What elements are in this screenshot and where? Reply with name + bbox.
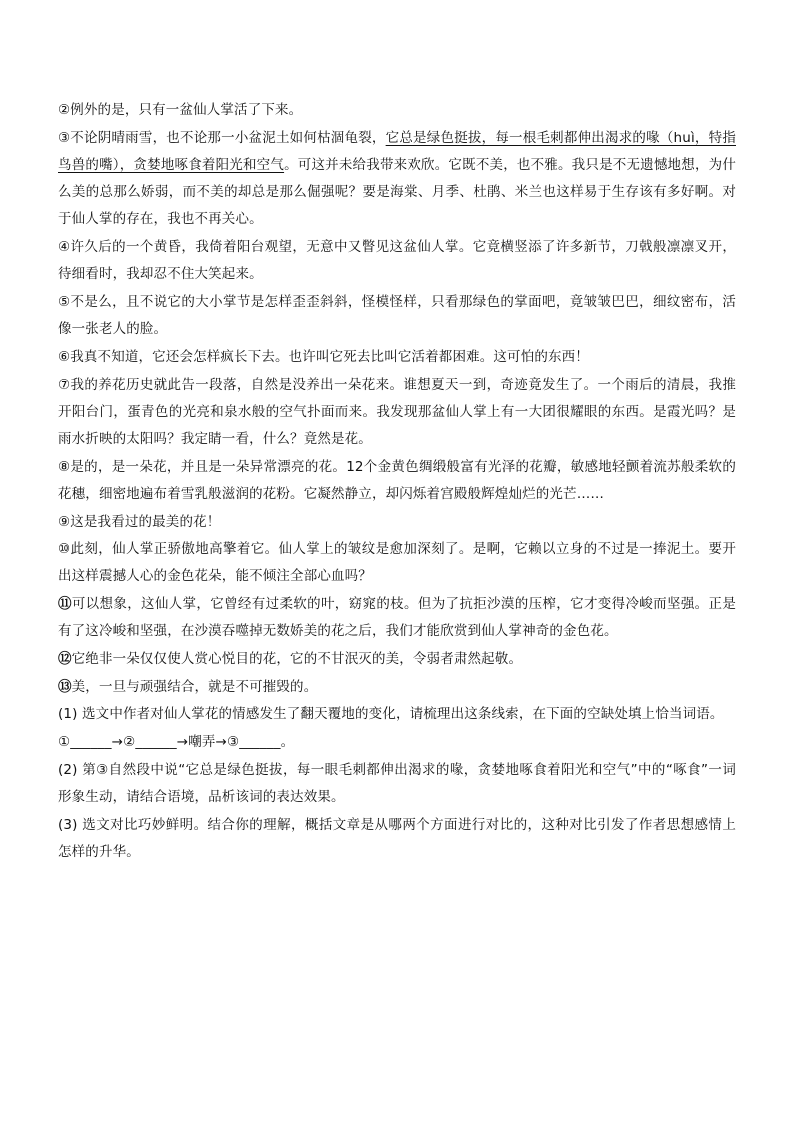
paragraph-text: ⑤不是么，且不说它的大小掌节是怎样歪歪斜斜，怪模怪样，只看那绿色的掌面吧，竟皱皱巴巴，细纹密布，活像一张老人的脸。 bbox=[58, 293, 736, 338]
paragraph-text: (2) 第③自然段中说“它总是绿色挺拔，每一眼毛刺都伸出渴求的喙，贪婪地啄食着阳光和空气”中的“啄食”一词形象生动，请结合语境，品析该词的表达效果。 bbox=[58, 761, 736, 806]
paragraph-text: ①______→②______→嘲弄→③______。 bbox=[58, 734, 295, 751]
paragraph-q1 bbox=[58, 701, 736, 728]
paragraph-text: 可以想象，这仙人掌，它曾经有过柔软的叶，窈窕的枝。但为了抗拒沙漠的压榨，它才变得冷峻而坚强。正是有了这冷峻和坚强，在沙漠吞噬掉无数娇美的花之后，我们才能欣赏到仙人掌神奇的金色花。 bbox=[58, 596, 736, 640]
paragraph-p7 bbox=[58, 372, 736, 454]
paragraph-text: ⑨这是我看过的最美的花！ bbox=[58, 513, 221, 530]
paragraph-q2 bbox=[58, 757, 736, 811]
paragraph-text: 。可这并未给我带来欢欣。它既不美，也不雅。我只是不无遗憾地想，为什么美的总那么娇弱，而不美的却总是那么倔强呢？要是海棠、月季、杜鹃、米兰也这样易于生存该有多好啊。对于仙人掌的存在，我也不再关心。 bbox=[58, 156, 736, 228]
paragraph-text: 它绝非一朵仅仅使人赏心悦目的花，它的不甘泯灭的美，令弱者肃然起敬。 bbox=[71, 651, 523, 668]
paragraph-text: 美，一旦与顽强结合，就是不可摧毁的。 bbox=[71, 678, 318, 695]
paragraph-p10 bbox=[58, 536, 736, 590]
underlined-text: 它总是绿色挺拔，每一根毛刺都伸出渴求的喙（huì，特指鸟兽的嘴），贪婪地啄食着阳光和空气 bbox=[58, 129, 736, 173]
paragraph-q1-blanks bbox=[58, 729, 736, 756]
paragraph-text: ③不论阴晴雨雪，也不论那一小盆泥土如何枯涸龟裂， bbox=[58, 129, 386, 146]
paragraph-number: ⑬ bbox=[58, 678, 72, 695]
paragraph-text: ⑧是的，是一朵花，并且是一朵异常漂亮的花。12个金黄色绸缎般富有光泽的花瓣，敏感地轻颤着流苏般柔软的花穗，细密地遍布着雪乳般滋润的花粉。它凝然静立，却闪烁着宫殿般辉煌灿烂的光芒…… bbox=[58, 458, 736, 502]
paragraph-p8 bbox=[58, 454, 736, 508]
paragraph-p12 bbox=[58, 646, 736, 673]
paragraph-p13 bbox=[58, 674, 736, 701]
paragraph-p2 bbox=[58, 97, 736, 124]
paragraph-p4 bbox=[58, 234, 736, 288]
paragraph-p6 bbox=[58, 344, 736, 371]
paragraph-text: ④许久后的一个黄昏，我倚着阳台观望，无意中又瞥见这盆仙人掌。它竟横竖添了许多新节，刀戟般凛凛叉开，待细看时，我却忍不住大笑起来。 bbox=[58, 239, 736, 283]
paragraph-text: ②例外的是，只有一盆仙人掌活了下来。 bbox=[58, 102, 303, 118]
paragraph-q3 bbox=[58, 812, 736, 866]
paragraph-p3 bbox=[58, 125, 736, 234]
paragraph-p11 bbox=[58, 591, 736, 645]
paragraph-number: ⑪ bbox=[58, 596, 72, 613]
paragraph-text: ⑩此刻，仙人掌正骄傲地高擎着它。仙人掌上的皱纹是愈加深刻了。是啊，它赖以立身的不过是一捧泥土。要开出这样震撼人心的金色花朵，能不倾注全部心血吗？ bbox=[58, 541, 736, 585]
paragraph-text: (1) 选文中作者对仙人掌花的情感发生了翻天覆地的变化，请梳理出这条线索，在下面的空缺处填上恰当词语。 bbox=[58, 706, 724, 723]
paragraph-text: ⑦我的养花历史就此告一段落，自然是没养出一朵花来。谁想夏天一到，奇迹竟发生了。一个雨后的清晨，我推开阳台门，蛋青色的光亮和泉水般的空气扑面而来。我发现那盆仙人掌上有一大团很耀眼的东西。是霞光吗？是雨水折映的太阳吗？我定睛一看，什么？竟然是花。 bbox=[58, 376, 736, 447]
paragraph-p9 bbox=[58, 509, 736, 536]
paragraph-number: ⑫ bbox=[58, 651, 72, 668]
paragraph-p5 bbox=[58, 289, 736, 343]
paragraph-text: (3) 选文对比巧妙鲜明。结合你的理解，概括文章是从哪两个方面进行对比的，这种对比引发了作者思想感情上怎样的升华。 bbox=[58, 816, 736, 860]
paragraph-text: ⑥我真不知道，它还会怎样疯长下去。也许叫它死去比叫它活着都困难。这可怕的东西！ bbox=[58, 348, 589, 365]
